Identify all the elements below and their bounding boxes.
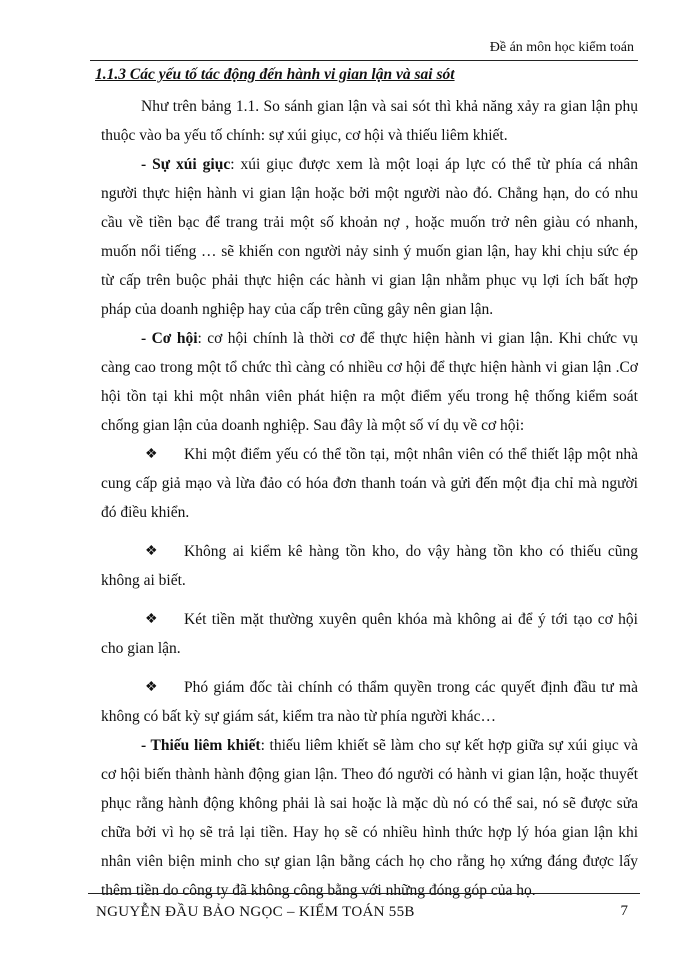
diamond-bullet-icon: ❖ — [145, 447, 158, 462]
xui-giuc-paragraph — [101, 150, 638, 324]
bullet-text: Két tiền mặt thường xuyên quên khóa mà không ai để ý tới tạo cơ hội cho gian lận. — [101, 611, 638, 657]
bullet-text: Không ai kiểm kê hàng tồn kho, do vậy hàng tồn kho có thiếu cũng không ai biết. — [101, 543, 638, 589]
page-number: 7 — [620, 903, 628, 919]
bullet-text: Phó giám đốc tài chính có thẩm quyền trong các quyết định đầu tư mà không có bất kỳ sự giám sát, kiểm tra nào từ phía người khác… — [101, 679, 638, 725]
diamond-bullet-icon: ❖ — [145, 680, 158, 695]
diamond-bullet-icon: ❖ — [145, 544, 158, 559]
thieu-liem-khiet-lead: - Thiếu liêm khiết — [141, 737, 261, 754]
footer-divider — [88, 893, 640, 894]
body-text — [101, 92, 638, 905]
footer-author: NGUYỄN ĐẦU BẢO NGỌC – KIỂM TOÁN 55B — [96, 904, 415, 920]
diamond-bullet-icon: ❖ — [145, 612, 158, 627]
co-hoi-lead: - Cơ hội — [141, 330, 198, 347]
list-item — [101, 537, 638, 595]
list-item — [101, 673, 638, 731]
xui-giuc-lead: - Sự xúi giục — [141, 156, 231, 173]
co-hoi-text: : cơ hội chính là thời cơ để thực hiện hành vi gian lận. Khi chức vụ càng cao trong một tổ chức thì càng có nhiều cơ hội để thực hiện hành vi gian lận .Cơ hội tồn tại khi một nhân viên phát hiện ra một điểm yếu trong hệ thống kiểm soát chống gian lận của doanh nghiệp. Sau đây là một số ví dụ về cơ hội: — [101, 330, 638, 434]
thieu-liem-khiet-text: : thiếu liêm khiết sẽ làm cho sự kết hợp giữa sự xúi giục và cơ hội biến thành hành động gian lận. Theo đó người có hành vi gian lận, hoặc thuyết phục rằng hành động không phải là sai hoặc là mặc dù nó có thể sai, nó sẽ được sửa chữa bởi vì họ sẽ trả lại tiền. Hay họ sẽ có nhiều hình thức hợp lý hóa gian lận khi nhân viên biện minh cho sự gian lận bằng cách họ cho rằng họ xứng đáng được lấy thêm tiền do công ty đã không công bằng với những đóng góp của họ. — [101, 737, 638, 899]
co-hoi-paragraph — [101, 324, 638, 440]
list-item — [101, 605, 638, 663]
section-heading: 1.1.3 Các yếu tố tác động đến hành vi gian lận và sai sót — [95, 66, 455, 83]
header-divider — [90, 60, 638, 61]
xui-giuc-text: : xúi giục được xem là một loại áp lực có thể từ phía cá nhân người thực hiện hành vi gian lận hoặc bởi một người nào đó. Chẳng hạn, do có nhu cầu về tiền bạc để trang trải một số khoản nợ , hoặc muốn trở nên giàu có nhanh, muốn nổi tiếng … sẽ khiến con người nảy sinh ý muốn gian lận, hay khi chịu sức ép từ cấp trên buộc phải thực hiện các hành vi gian lận nhằm phục vụ lợi ích bất hợp pháp của doanh nghiệp hay của cấp trên cũng gây nên gian lận. — [101, 156, 638, 318]
header-title: Đề án môn học kiểm toán — [489, 40, 634, 55]
list-item — [101, 440, 638, 527]
thieu-liem-khiet-paragraph — [101, 731, 638, 905]
bullet-text: Khi một điểm yếu có thể tồn tại, một nhân viên có thể thiết lập một nhà cung cấp giả mạo và lừa đảo có hóa đơn thanh toán và gửi đến một địa chỉ mà người đó điều khiển. — [101, 446, 638, 521]
intro-paragraph: Như trên bảng 1.1. So sánh gian lận và sai sót thì khả năng xảy ra gian lận phụ thuộc vào ba yếu tố chính: sự xúi giục, cơ hội và thiếu liêm khiết. — [101, 98, 638, 144]
